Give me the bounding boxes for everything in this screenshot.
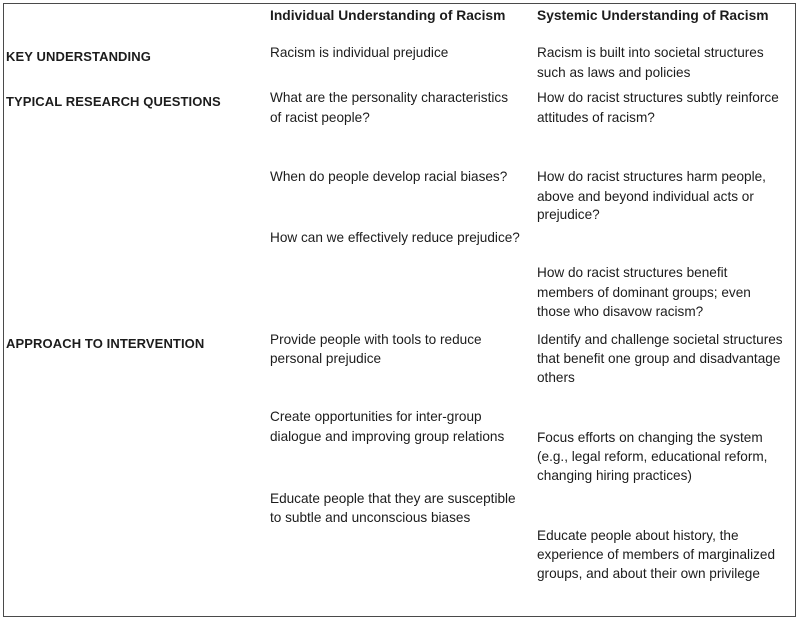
research-systemic-line: above and beyond individual acts or xyxy=(537,189,754,204)
research-systemic-line: prejudice? xyxy=(537,207,600,222)
key-individual-text: Racism is individual prejudice xyxy=(270,45,449,60)
research-systemic-line: How do racist structures benefit xyxy=(537,265,728,280)
intervention-systemic-line: others xyxy=(537,370,575,385)
research-systemic-line: attitudes of racism? xyxy=(537,110,655,125)
key-systemic-line: Racism is built into societal structures xyxy=(537,45,764,60)
research-individual-line: of racist people? xyxy=(270,110,370,125)
header-systemic: Systemic Understanding of Racism xyxy=(537,8,769,23)
research-systemic-line: members of dominant groups; even xyxy=(537,285,751,300)
research-systemic-line: How do racist structures harm people, xyxy=(537,169,766,184)
intervention-individual-line: Create opportunities for inter-group xyxy=(270,409,482,424)
intervention-systemic-line: experience of members of marginalized xyxy=(537,547,776,562)
research-systemic-line: How do racist structures subtly reinforce xyxy=(537,90,779,105)
research-individual-line: What are the personality characteristics xyxy=(270,90,508,105)
intervention-individual-line: dialogue and improving group relations xyxy=(270,429,505,444)
research-individual-line: How can we effectively reduce prejudice? xyxy=(270,230,520,245)
intervention-systemic-line: that benefit one group and disadvantage xyxy=(537,351,781,366)
research-systemic-line: those who disavow racism? xyxy=(537,304,704,319)
research-individual-line: When do people develop racial biases? xyxy=(270,169,508,184)
intervention-systemic-line: Focus efforts on changing the system xyxy=(537,430,763,445)
intervention-systemic-line: changing hiring practices) xyxy=(537,468,692,483)
intervention-individual-line: Educate people that they are susceptible xyxy=(270,491,516,506)
intervention-individual-line: Provide people with tools to reduce xyxy=(270,332,482,347)
row-label-key-understanding: KEY UNDERSTANDING xyxy=(6,49,151,64)
intervention-systemic-line: (e.g., legal reform, educational reform, xyxy=(537,449,768,464)
intervention-systemic-line: Identify and challenge societal structures xyxy=(537,332,783,347)
intervention-systemic-line: groups, and about their own privilege xyxy=(537,566,760,581)
intervention-systemic-line: Educate people about history, the xyxy=(537,528,739,543)
intervention-individual-line: personal prejudice xyxy=(270,351,382,366)
row-label-research-questions: TYPICAL RESEARCH QUESTIONS xyxy=(6,94,221,109)
key-systemic-line: such as laws and policies xyxy=(537,65,691,80)
row-label-intervention: APPROACH TO INTERVENTION xyxy=(6,336,205,351)
intervention-individual-line: to subtle and unconscious biases xyxy=(270,510,471,525)
header-individual: Individual Understanding of Racism xyxy=(270,8,506,23)
